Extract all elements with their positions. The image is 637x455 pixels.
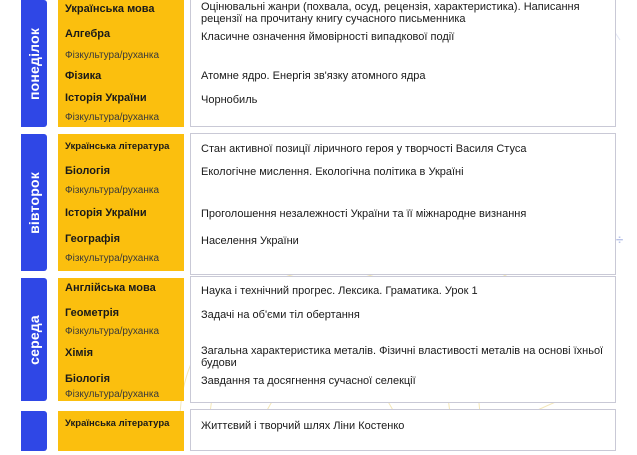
subject-pe: Фізкультура/руханка <box>65 112 159 123</box>
day-tab <box>21 0 47 127</box>
subject-pe: Фізкультура/руханка <box>65 389 159 400</box>
subject-pe: Фізкультура/руханка <box>65 253 159 264</box>
day-name: понеділок <box>26 27 43 100</box>
lesson-topic: Проголошення незалежності України та її міжнародне визнання <box>201 208 527 220</box>
lesson-topic: Задачі на об'єми тіл обертання <box>201 309 360 321</box>
lesson-topic: Атомне ядро. Енергія зв'язку атомного ядра <box>201 70 426 82</box>
subject-pe: Фізкультура/руханка <box>65 326 159 337</box>
subject-column <box>58 278 184 401</box>
lesson-topic: Стан активної позиції ліричного героя у творчості Василя Стуса <box>201 143 527 155</box>
topic-column <box>190 409 616 451</box>
subject-name: Біологія <box>65 165 111 177</box>
lesson-topic: Оцінювальні жанри (похвала, осуд, рецензія, характеристика). Написання рецензії на прочитану книгу сучасного письменника <box>201 1 580 25</box>
topic-column <box>190 276 616 403</box>
subject-name: Англійська мова <box>65 282 156 294</box>
subject-pe: Фізкультура/руханка <box>65 185 159 196</box>
day-tab <box>21 411 47 451</box>
topic-column <box>190 0 616 127</box>
lesson-topic: Класичне означення ймовірності випадкової події <box>201 31 455 43</box>
subject-name: Біологія <box>65 373 111 385</box>
subject-name: Геометрія <box>65 307 120 319</box>
subject-pe: Фізкультура/руханка <box>65 50 159 61</box>
subject-name: Географія <box>65 233 121 245</box>
lesson-topic: Життєвий і творчий шлях Ліни Костенко <box>201 420 405 432</box>
subject-name: Фізика <box>65 70 102 82</box>
subject-name: Українська література <box>65 141 170 152</box>
subject-name: Українська мова <box>65 3 155 15</box>
lesson-topic: Наука і технічний прогрес. Лексика. Граматика. Урок 1 <box>201 285 478 297</box>
day-tab <box>21 278 47 401</box>
day-tab <box>21 134 47 271</box>
subject-name: Історія України <box>65 92 147 104</box>
subject-name: Алгебра <box>65 28 111 40</box>
subject-name: Українська література <box>65 418 170 429</box>
subject-name: Хімія <box>65 347 94 359</box>
lesson-topic: Екологічне мислення. Екологічна політика в Україні <box>201 166 464 178</box>
subject-column <box>58 134 184 271</box>
day-name: вівторок <box>26 171 43 234</box>
lesson-topic: Населення України <box>201 235 299 247</box>
lesson-topic: Загальна характеристика металів. Фізичні властивості металів на основі їхньої будови <box>201 345 604 369</box>
divide-icon: ÷ <box>616 232 624 247</box>
lesson-topic: Чорнобиль <box>201 94 258 106</box>
topic-column <box>190 133 616 275</box>
subject-name: Історія України <box>65 207 147 219</box>
lesson-topic: Завдання та досягнення сучасної селекції <box>201 375 416 387</box>
day-name: середа <box>26 314 43 365</box>
subject-column <box>58 411 184 451</box>
subject-column <box>58 0 184 127</box>
